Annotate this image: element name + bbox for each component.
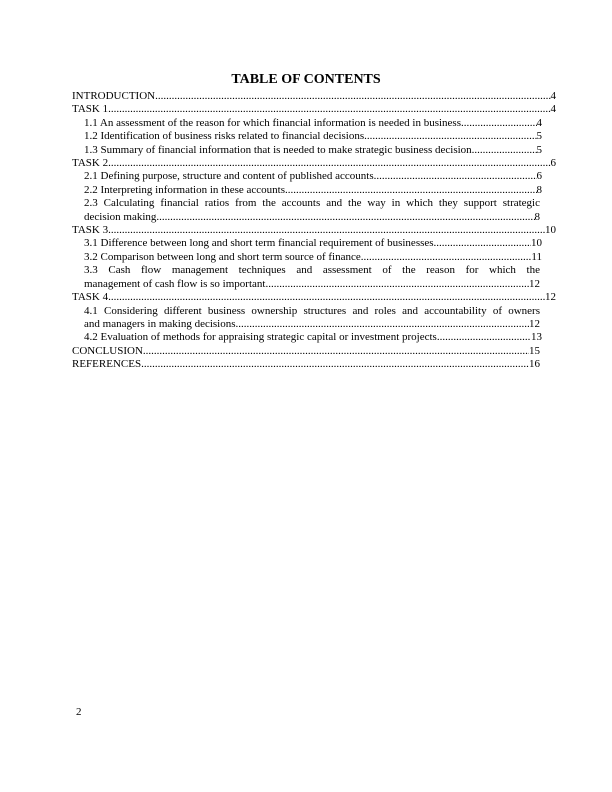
toc-entry-page: 12 (529, 317, 540, 330)
toc-leader (361, 251, 532, 264)
toc-leader (143, 345, 529, 358)
toc-entry-task-4[interactable] (72, 291, 556, 304)
toc-entry-references[interactable] (72, 358, 540, 371)
toc-entry-label: 2.2 Interpreting information in these accounts (84, 183, 285, 196)
toc-entry-task-3[interactable] (72, 224, 556, 237)
toc-entry-label-cont: management of cash flow is so important (84, 277, 266, 290)
toc-entry-1-2[interactable] (72, 130, 542, 143)
toc-entry-label: TASK 3 (72, 224, 109, 237)
toc-leader (155, 90, 550, 103)
toc-entry-page: 4 (550, 90, 556, 102)
toc-entry-label: CONCLUSION (72, 344, 143, 357)
toc-entry-label: REFERENCES (72, 358, 142, 371)
toc-entry-3-1[interactable] (72, 237, 542, 250)
toc-entry-task-1[interactable] (72, 103, 556, 116)
toc-leader (461, 117, 537, 130)
toc-leader (108, 224, 545, 237)
toc-entry-page: 10 (531, 237, 542, 250)
toc-leader (437, 331, 531, 344)
table-of-contents (72, 90, 556, 372)
toc-entry-page: 16 (529, 358, 540, 371)
toc-leader (141, 358, 529, 371)
toc-entry-label-cont: decision making (84, 210, 157, 223)
toc-entry-page: 5 (536, 143, 542, 156)
toc-entry-label: 2.3 Calculating financial ratios from the accounts and the way in which they support strategic (84, 197, 540, 210)
toc-entry-4-1[interactable] (72, 305, 540, 332)
toc-entry-page: 13 (531, 331, 542, 344)
toc-entry-page: 12 (545, 291, 556, 304)
toc-entry-label-cont: and managers in making decisions (84, 317, 236, 330)
toc-entry-3-3[interactable] (72, 264, 540, 291)
toc-leader (364, 130, 536, 143)
toc-entry-conclusion[interactable] (72, 345, 540, 358)
toc-entry-label: TASK 2 (72, 157, 109, 170)
toc-leader (285, 184, 537, 197)
toc-entry-page: 10 (545, 224, 556, 237)
toc-entry-label: 1.1 An assessment of the reason for which financial information is needed in business (84, 116, 461, 129)
toc-entry-label: TASK 4 (72, 291, 109, 304)
toc-entry-label: 4.1 Considering different business ownership structures and roles and accountability of owners (84, 304, 540, 317)
page-number: 2 (76, 706, 82, 718)
toc-entry-label: INTRODUCTION (72, 90, 156, 102)
toc-entry-page: 8 (536, 183, 542, 196)
toc-entry-page: 11 (531, 250, 542, 263)
toc-leader (236, 318, 529, 331)
toc-entry-page: 15 (529, 344, 540, 357)
toc-leader (434, 237, 531, 250)
toc-entry-4-2[interactable] (72, 331, 542, 344)
toc-entry-2-3[interactable] (72, 197, 540, 224)
toc-entry-page: 6 (550, 157, 556, 170)
toc-leader (108, 157, 550, 170)
toc-entry-page: 5 (536, 130, 542, 143)
toc-entry-2-1[interactable] (72, 170, 542, 183)
toc-leader (156, 211, 534, 224)
toc-entry-2-2[interactable] (72, 184, 542, 197)
toc-entry-label: 4.2 Evaluation of methods for appraising strategic capital or investment projects (84, 331, 437, 344)
toc-entry-page: 6 (536, 170, 542, 183)
toc-title: TABLE OF CONTENTS (231, 72, 381, 87)
toc-leader (108, 291, 545, 304)
toc-entry-page: 4 (536, 116, 542, 129)
toc-entry-label: 1.3 Summary of financial information that is needed to make strategic business decision (84, 143, 472, 156)
toc-entry-label: TASK 1 (72, 103, 109, 116)
toc-entry-introduction[interactable] (72, 90, 556, 103)
toc-entry-3-2[interactable] (72, 251, 542, 264)
toc-entry-label: 2.1 Defining purpose, structure and content of published accounts (84, 170, 374, 183)
toc-leader (472, 144, 537, 157)
toc-entry-label: 3.2 Comparison between long and short term source of finance (84, 250, 361, 263)
toc-leader (265, 278, 529, 291)
toc-leader (374, 170, 537, 183)
toc-entry-page: 12 (529, 277, 540, 290)
toc-entry-task-2[interactable] (72, 157, 556, 170)
toc-entry-page: 8 (534, 210, 540, 223)
toc-entry-page: 4 (550, 103, 556, 116)
toc-entry-label: 3.3 Cash flow management techniques and assessment of the reason for which the (84, 264, 540, 277)
toc-leader (108, 103, 550, 116)
toc-entry-label: 1.2 Identification of business risks related to financial decisions (84, 130, 365, 143)
toc-entry-label: 3.1 Difference between long and short term financial requirement of businesses (84, 237, 434, 250)
toc-entry-1-1[interactable] (72, 117, 542, 130)
toc-entry-1-3[interactable] (72, 144, 542, 157)
